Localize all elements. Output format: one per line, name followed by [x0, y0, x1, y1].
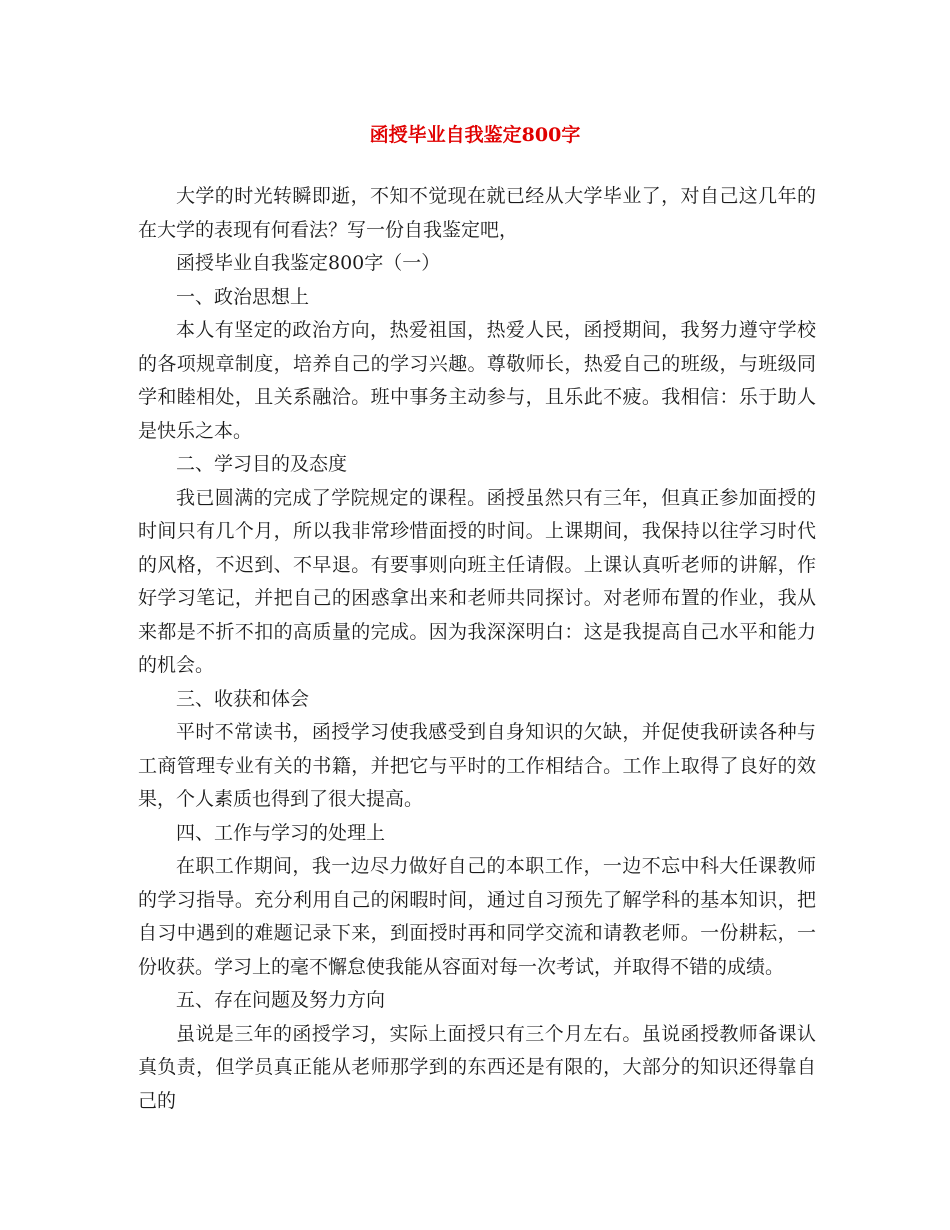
paragraph-problems: 虽说是三年的函授学习，实际上面授只有三个月左右。虽说函授教师备课认真负责，但学员真正能从老师那学到的东西还是有限的，大部分的知识还得靠自己的	[138, 1022, 816, 1112]
section-heading-problems: 五、存在问题及努力方向	[176, 989, 386, 1011]
document-title: 函授毕业自我鉴定800字	[369, 124, 581, 146]
paragraph-work-study: 在职工作期间，我一边尽力做好自己的本职工作，一边不忘中科大任课教师的学习指导。充分利用自己的闲暇时间，通过自习预先了解学科的基本知识，把自习中遇到的难题记录下来，到面授时再和同学交流和请教老师。一份耕耘，一份收获。学习上的毫不懈怠使我能从容面对每一次考试，并取得不错的成绩。	[138, 855, 816, 978]
document-body	[138, 180, 816, 1118]
paragraph-intro: 大学的时光转瞬即逝，不知不觉现在就已经从大学毕业了，对自己这几年的在大学的表现有何看法？写一份自我鉴定吧，	[138, 185, 816, 241]
section-heading-study-attitude: 二、学习目的及态度	[176, 453, 348, 475]
paragraph-study-attitude: 我已圆满的完成了学院规定的课程。函授虽然只有三年，但真正参加面授的时间只有几个月，所以我非常珍惜面授的时间。上课期间，我保持以往学习时代的风格，不迟到、不早退。有要事则向班主任请假。上课认真听老师的讲解，作好学习笔记，并把自己的困惑拿出来和老师共同探讨。对老师布置的作业，我从来都是不折不扣的高质量的完成。因为我深深明白：这是我提高自己水平和能力的机会。	[138, 486, 816, 676]
section-heading-work-study: 四、工作与学习的处理上	[176, 821, 386, 844]
section-heading-part-one: 函授毕业自我鉴定800字（一）	[176, 252, 441, 274]
section-heading-politics: 一、政治思想上	[176, 285, 310, 308]
section-heading-gains: 三、收获和体会	[176, 687, 310, 710]
paragraph-politics: 本人有坚定的政治方向，热爱祖国，热爱人民，函授期间，我努力遵守学校的各项规章制度，培养自己的学习兴趣。尊敬师长，热爱自己的班级，与班级同学和睦相处，且关系融洽。班中事务主动参与，且乐此不疲。我相信：乐于助人是快乐之本。	[138, 319, 816, 442]
paragraph-gains: 平时不常读书，函授学习使我感受到自身知识的欠缺，并促使我研读各种与工商管理专业有关的书籍，并把它与平时的工作相结合。工作上取得了良好的效果，个人素质也得到了很大提高。	[138, 721, 816, 810]
